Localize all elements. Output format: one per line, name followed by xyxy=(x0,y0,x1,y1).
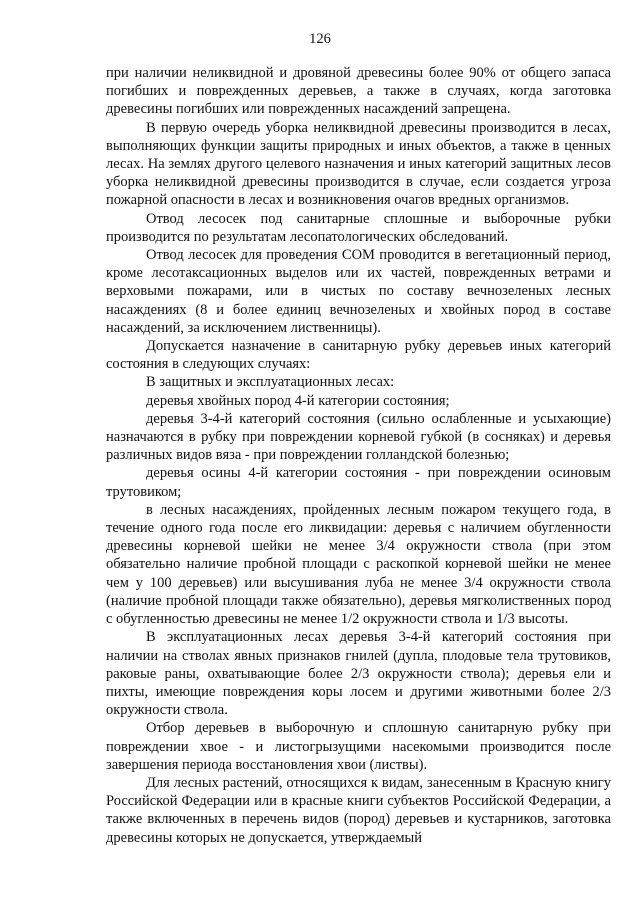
document-body xyxy=(106,64,611,847)
paragraph: деревья хвойных пород 4-й категории состояния; xyxy=(146,392,450,409)
paragraph: В защитных и эксплуатационных лесах: xyxy=(146,374,395,391)
paragraph: Допускается назначение в санитарную рубку деревьев иных категорий состояния в следующих случаях: xyxy=(106,338,611,373)
paragraph: в лесных насаждениях, пройденных лесным пожаром текущего года, в течение одного года после его ликвидации: деревья с наличием обугленности древесины корневой шейки не менее 3/4 окружности ствола (при этом обязательно наличие пробной площади с раскопкой корневой шейки не менее чем у 100 деревьев) или высушивания луба не менее 3/4 окружности ствола (наличие пробной площади также обязательно), деревья мягколиственных пород с обугленностью древесины не менее 1/2 окружности ствола и 1/3 высоты. xyxy=(106,501,611,628)
paragraph: Отвод лесосек для проведения СОМ проводится в вегетационный период, кроме лесотаксационных выделов или их частей, поврежденных ветрами и верховыми пожарами, или в чистых по составу вечнозеленых лесных насаждениях (8 и более единиц вечнозеленых и хвойных пород в составе насаждений, за исключением лиственницы). xyxy=(106,247,611,336)
paragraph: деревья осины 4-й категории состояния - при повреждении осиновым трутовиком; xyxy=(106,465,611,500)
paragraph-continuation: при наличии неликвидной и дровяной древесины более 90% от общего запаса погибших и поврежденных деревьев, а также в случаях, когда заготовка древесины погибших или поврежденных насаждений запрещена. xyxy=(106,65,611,118)
paragraph: В первую очередь уборка неликвидной древесины производится в лесах, выполняющих функции защиты природных и иных объектов, а также в ценных лесах. На землях другого целевого назначения и иных категорий защитных лесов уборка неликвидной древесины производится в случае, если создается угроза пожарной опасности в лесах и возникновения очагов вредных организмов. xyxy=(106,119,611,209)
paragraph: деревья 3-4-й категорий состояния (сильно ослабленные и усыхающие) назначаются в рубку при повреждении корневой губкой (в сосняках) и деревья различных видов вяза - при повреждении голландской болезнью; xyxy=(106,410,611,464)
page-number: 126 xyxy=(309,31,331,47)
paragraph: Для лесных растений, относящихся к видам, занесенным в Красную книгу Российской Федерации или в красные книги субъектов Российской Федерации, а также включенных в перечень видов (пород) деревьев и кустарников, заготовка древесины которых не допускается, утверждаемый xyxy=(106,774,611,846)
paragraph: Отбор деревьев в выборочную и сплошную санитарную рубку при повреждении хвое - и листогрызущими насекомыми производится после завершения периода восстановления хвои (листвы). xyxy=(106,720,611,773)
paragraph: Отвод лесосек под санитарные сплошные и выборочные рубки производится по результатам лесопатологических обследований. xyxy=(106,210,611,245)
paragraph: В эксплуатационных лесах деревья 3-4-й категорий состояния при наличии на стволах явных признаков гнилей (дупла, плодовые тела трутовиков, раковые раны, охватывающие более 2/3 окружности ствола); деревья ели и пихты, имеющие повреждения коры лосем и другими животными более 2/3 окружности ствола. xyxy=(106,629,611,719)
